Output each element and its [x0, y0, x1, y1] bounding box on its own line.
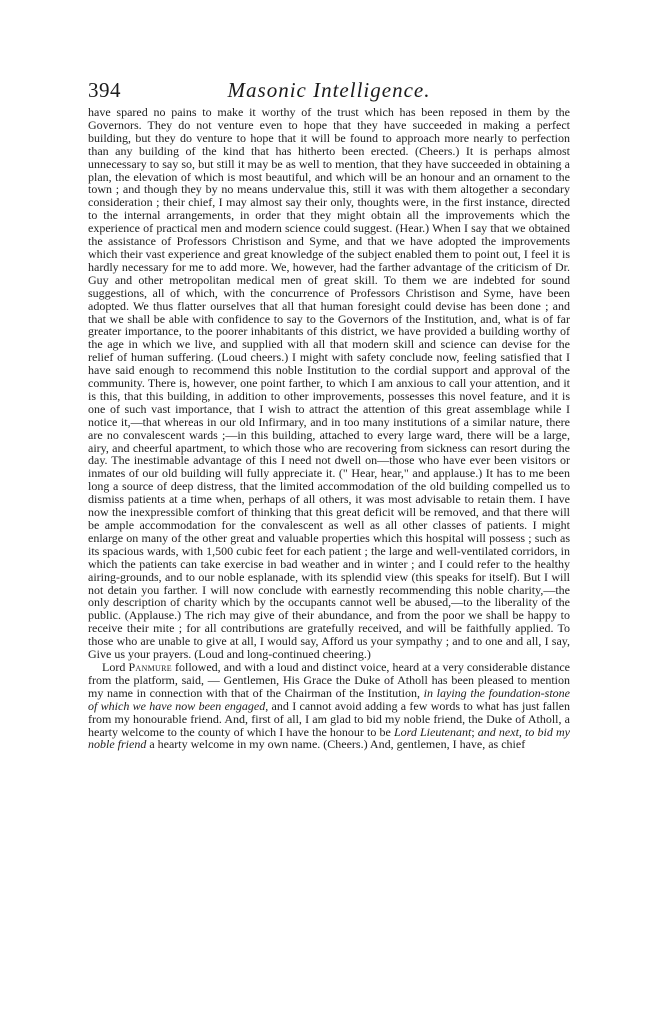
document-page — [88, 72, 570, 751]
article-body — [88, 106, 570, 751]
italic-text: and next, to bid my noble friend — [88, 724, 570, 752]
paragraph-text: Lord — [102, 659, 129, 674]
italic-text: in laying the foundation-stone of which we have now been engaged — [88, 685, 570, 713]
paragraph-text: followed, and with a loud and distinct voice, heard at a very considerable distance from the platform, said, — Gentlemen, His Grace the Duke of Atholl has been pleased to mention my name in connection with that of the Chairman of the Institution, — [88, 659, 570, 700]
page-number: 394 — [88, 78, 121, 102]
paragraph-text: , and I cannot avoid adding a few words to what has just fallen from my honourable friend. And, first of all, I am glad to bid my noble friend, the Duke of Atholl, a hearty welcome to the county of which I have the honour to be — [88, 698, 570, 739]
paragraph-text: ; — [471, 724, 478, 739]
speaker-name: Panmure — [128, 659, 172, 674]
page-header — [88, 72, 570, 106]
paragraph: have spared no pains to make it worthy of the trust which has been reposed in them by the Governors. They do not venture even to hope that they have succeeded in making a perfect building, but they do venture to hope that it will be found to approach more nearly to perfection than any building of the kind that has hitherto been erected. (Cheers.) It is perhaps almost unnecessary to say so, but still it may be as well to mention, that they have succeeded in obtaining a plan, the elevation of which is most beautiful, and which will be an honour and an ornament to the town ; and though they by no means undervalue this, still it was with them altogether a secondary consideration ; their chief, I may almost say their only, thoughts were, in the first instance, directed to the internal arrangements, in order that they might obtain all the improvements which the experience of practical men and modern science could suggest. (Hear.) When I say that we obtained the assistance of Professors Christison and Syme, and that we have adopted the improvements which their vast experience and great knowledge of the subject enabled them to point out, I feel it is hardly necessary for me to add more. We, however, had the farther advantage of the criticism of Dr. Guy and other metropolitan medical men of great skill. To them we are indebted for sound suggestions, all of which, with the concurrence of Professors Christison and Syme, have been adopted. We thus flatter ourselves that all that human foresight could devise has been done ; and that we shall be able with confidence to say to the Governors of the Institution, and, what is of far greater importance, to the poorer inhabitants of this district, we have provided a building worthy of the age in which we live, and supplied with all that modern skill and science can devise for the relief of human suffering. (Loud cheers.) I might with safety conclude now, feeling satisfied that I have said enough to recommend this noble Institution to the cordial support and approval of the community. There is, however, one point farther, to which I am anxious to call your attention, and it is this, that this building, in addition to other improvements, possesses this novel feature, and it is one of such vast importance, that I wish to attract the attention of this great assemblage while I notice it,—that whereas in our old Infirmary, and in too many institutions of a similar nature, there are no convalescent wards ;—in this building, attached to every large ward, there will be a large, airy, and cheerful apartment, to which those who are recovering from sickness can resort during the day. The inestimable advantage of this I need not dwell on—those who have ever been visitors or inmates of our old building will fully appreciate it. (" Hear, hear," and applause.) It has to me been long a source of deep distress, that the limited accommodation of the old building compelled us to dismiss patients at a time when, perhaps of all others, it was most advisable to retain them. I have now the inexpressible comfort of thinking that this great deficit will be removed, and that there will be ample accommodation for the convalescent as well as all other classes of patients. I might enlarge on many of the other great and valuable properties which this hospital will possess ; such as its spacious wards, with 1,500 cubic feet for each patient ; the large and well-ventilated corridors, in which the patients can take exercise in bad weather and in winter ; and I could refer to the healthy airing-grounds, and to our noble esplanade, with its splendid view (this speaks for itself). But I will not detain you farther. I will now conclude with earnestly recommending this noble charity,—the only description of charity which by the occupants cannot well be abused,—to the liberality of the public. (Applause.) The rich may give of their abundance, and from the poor we shall be happy to receive their mite ; for all contributions are gratefully received, and will be faithfully applied. To those who are unable to give at all, I would say, Afford us your sympathy ; and to one and all, I say, Give us your prayers. (Loud and long-continued cheering.) — [88, 105, 570, 662]
italic-text: Lord Lieutenant — [393, 724, 472, 739]
paragraph — [88, 661, 570, 751]
running-title: Masonic Intelligence. — [227, 78, 431, 102]
paragraph-text: a hearty welcome in my own name. (Cheers.) And, gentlemen, I have, as chief — [146, 737, 526, 752]
